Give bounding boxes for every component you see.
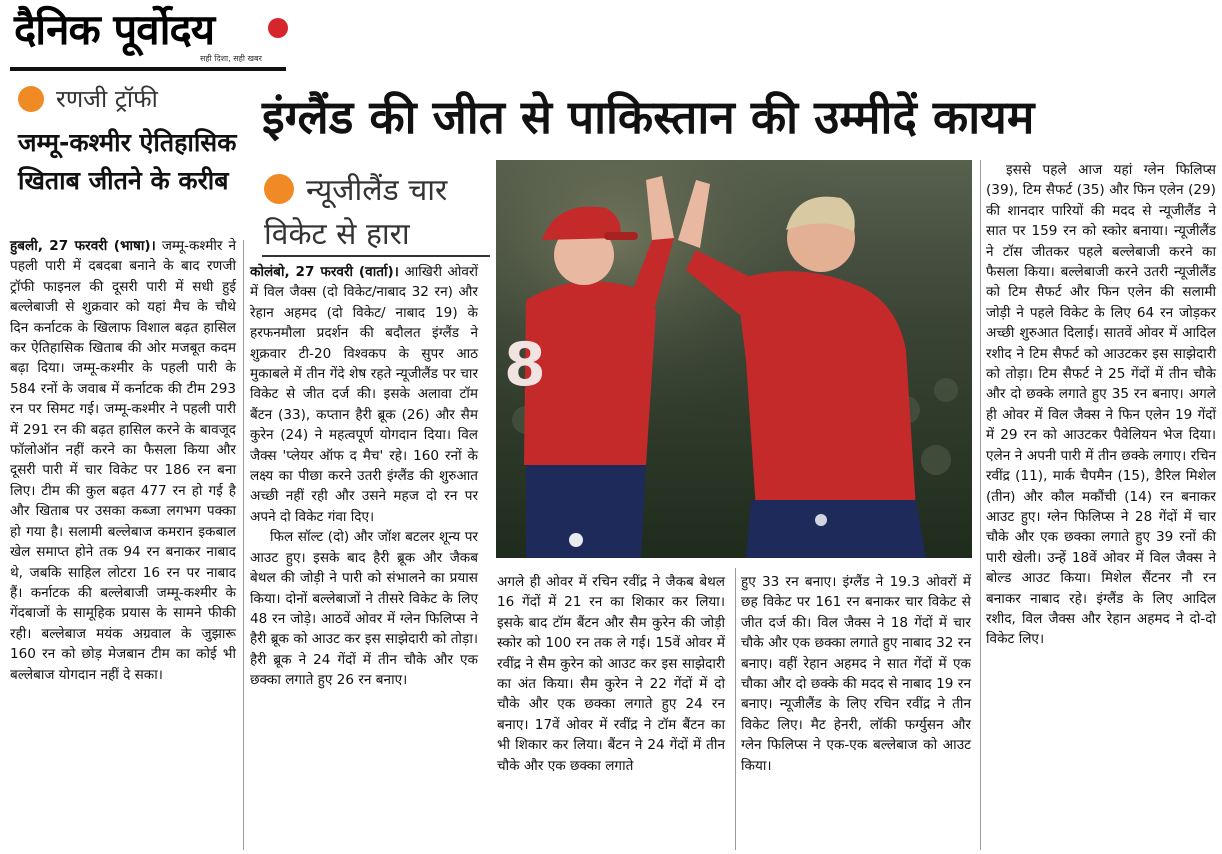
story2-kicker-line1: न्यूजीलैंड चार [306,173,448,208]
story2-dateline: कोलंबो, 27 फरवरी (वार्ता)। [250,264,399,280]
match-photo [496,160,972,558]
story1-dateline: हुबली, 27 फरवरी (भाषा)। [10,238,156,254]
left-player-trousers [526,460,646,558]
story2-paragraph-1: आखिरी ओवरों में विल जैक्स (दो विकेट/नाबाद 32 रन) और रेहान अहमद (दो विकेट/ नाबाद 19) के हरफनमौला प्रदर्शन की बदौलत इंग्लैंड ने शुक्रवार टी-20 विश्वकप के सुपर आठ मुकाबले में तीन गेंदे शेष रहते न्यूजीलैंड पर चार विकेट से जीत दर्ज की। इसके अलावा टॉम बैंटन (33), कप्तान हैरी ब्रूक (26) और सैम कुरेन (24) ने महत्वपूर्ण योगदान दिया। विल जैक्स 'प्लेयर ऑफ द मैच' रहे। 160 रनों के लक्ष्य का पीछा करने उतरी इंग्लैंड की शुरुआत अच्छी नहीं रही और उसने महज दो रन पर अपने दो विकेट गंवा दिए। [250,264,479,525]
masthead-tagline: सही दिशा, सही खबर [200,54,262,63]
masthead-rule [10,67,286,71]
page-headline: इंग्लैंड की जीत से पाकिस्तान की उम्मीदें कायम [262,90,1035,144]
story1-body [10,236,236,685]
story2-column-4: इससे पहले आज यहां ग्लेन फिलिप्स (39), टिम सैफर्ट (35) और फिन एलेन (29) की शानदार पारियों की मदद से न्यूजीलैंड ने सात पर 159 रन को स्कोर बनाया। न्यूजीलैंड ने टॉस जीतकर पहले बल्लेबाजी करने का फैसला किया। बल्लेबाजी करने उतरी न्यूजीलैंड को टिम सैफर्ट और फिन एलेन की सलामी जोड़ी ने पहले विकेट के लिए 64 रन जोड़कर अच्छी शुरुआत दिलाई। सातवें ओवर में आदिल रशीद ने टिम सैफर्ट को आउटकर इस साझेदारी को तोड़ा। टिम सैफर्ट ने 25 गेंदों में तीन चौके और दो छक्के लगाते हुए 35 रन बनाए। अगले ही ओवर में विल जैक्स ने फिन एलेन 19 गेंदों में 29 रन को आउटकर पैवेलियन भेज दिया। एलेन ने अपनी पारी में तीन छक्के लगाए। रचिन रवींद्र (11), मार्क चैपमैन (15), डैरिल मिशेल (तीन) और कौल मकौंची (14) रन बनाकर आउट हुए। ग्लेन फिलिप्स ने 28 गेंदों में चार चौके और एक छक्का लगाते हुए 39 रनों की पारी खेली। उन्हें 18वें ओवर में विल जैक्स ने बोल्ड आउट किया। मिशेल सैंटनर नौ रन बनाकर नाबाद रहे। इंग्लैंड के लिए आदिल रशीद, विल जैक्स और रेहान अहमद ने दो-दो विकेट लिए। [986,162,1216,648]
story2-column-2: अगले ही ओवर में रचिन रवींद्र ने जैकब बेथल 16 गेंदों में 21 रन का शिकार कर लिया। इसके बाद टॉम बैंटन और सैम कुरेन की जोड़ी स्कोर को 100 रन तक ले गई। 15वें ओवर में रवींद्र ने सैम कुरेन को आउट कर इस साझेदारी का अंत किया। सैम कुरेन ने 22 गेंदों में दो चौके और एक छक्का लगाते हुए 24 रन बनाए। 17वें ओवर में रवींद्र ने टॉम बैंटन का भी शिकार कर लिया। बैंटन ने 24 गेंदों में तीन चौके और एक छक्का लगाते [497,574,725,774]
masthead-dot-icon [268,18,288,38]
story2-column-1 [250,262,478,691]
bullet-dot-icon [18,86,44,112]
story1-text: जम्मू-कश्मीर ने पहली पारी में दबदबा बनाने के बाद रणजी ट्रॉफी फाइनल की दूसरी पारी में सधी हुई बल्लेबाजी से शुक्रवार को यहां मैच के चौथे दिन कर्नाटक के खिलाफ विशाल बढ़त हासिल कर ऐतिहासिक खिताब की ओर मजबूत कदम बढ़ा दिया। जम्मू-कश्मीर के पहली पारी के 584 रनों के जवाब में कर्नाटक की टीम 293 रन पर सिमट गई। जम्मू-कश्मीर ने पहली पारी में 291 रन की बढ़त हासिल करने के बावजूद फॉलोऑन नहीं करने का फैसला किया और दूसरी पारी में चार विकेट पर 186 रन बना लिए। टीम की कुल बढ़त 477 रन हो गई है और खिताब पर उसका कब्जा लगभग पक्का हो गया है। सलामी बल्लेबाज कमरान इकबाल खेल समाप्त होने तक 94 रन बनाकर नाबाद थे, जबकि साहिल लोटरा 16 रन पर नाबाद हैं। कर्नाटक की बल्लेबाजी जम्मू-कश्मीर के गेंदबाजों के सामूहिक प्रयास के सामने फीकी रही। बल्लेबाज मयंक अग्रवाल के जुझारू 160 रन को छोड़ मेजबान टीम का कोई भी बल्लेबाज योगदान नहीं दे सका। [10,238,236,683]
celebrating-players-image [496,160,972,558]
column-divider [735,568,736,850]
story1-kicker-text: रणजी ट्रॉफी [56,85,158,113]
column-divider [980,160,981,850]
masthead-title: दैनिक पूर्वोदय [14,5,215,54]
story2-column-3: हुए 33 रन बनाए। इंग्लैंड ने 19.3 ओवरों में छह विकेट पर 161 रन बनाकर चार विकेट से जीत दर्ज की। विल जैक्स ने 18 गेंदों में चार चौके और एक छक्का लगाते हुए नाबाद 32 रन बनाए। वहीं रेहान अहमद ने सात गेंदों में एक चौका और दो छक्के की मदद से नाबाद 19 रन बनाए। न्यूजीलैंड के लिए रचिन रवींद्र ने तीन विकेट लिए। मैट हेनरी, लॉकी फर्ग्युसन और ग्लेन फिलिप्स ने एक-एक बल्लेबाज को आउट किया। [741,574,971,774]
column-divider [243,240,244,850]
story2-kicker-line2: विकेट से हारा [264,217,410,252]
story1-kicker [18,82,158,115]
jersey-number: 8 [504,330,546,400]
story2-kicker [264,168,447,209]
story2-paragraph-2: फिल सॉल्ट (दो) और जॉश बटलर शून्य पर आउट हुए। इसके बाद हैरी ब्रूक और जैकब बेथल की जोड़ी ने पारी को संभालने का प्रयास किया। दोनों बल्लेबाजों ने तीसरे विकेट के लिए 48 रन जोड़े। आठवें ओवर में ग्लेन फिलिप्स ने हैरी ब्रूक को आउट कर इस साझेदारी को तोड़ा। हैरी ब्रूक ने 24 गेंदों में तीन चौके और एक छक्का लगाते हुए 26 रन बनाए। [250,529,478,689]
bullet-dot-icon [264,174,294,204]
kicker-underline [262,255,490,257]
masthead [14,6,282,70]
story1-subhead: जम्मू-कश्मीर ऐतिहासिक खिताब जीतने के करीब [18,128,237,195]
right-player-trousers [746,500,926,558]
